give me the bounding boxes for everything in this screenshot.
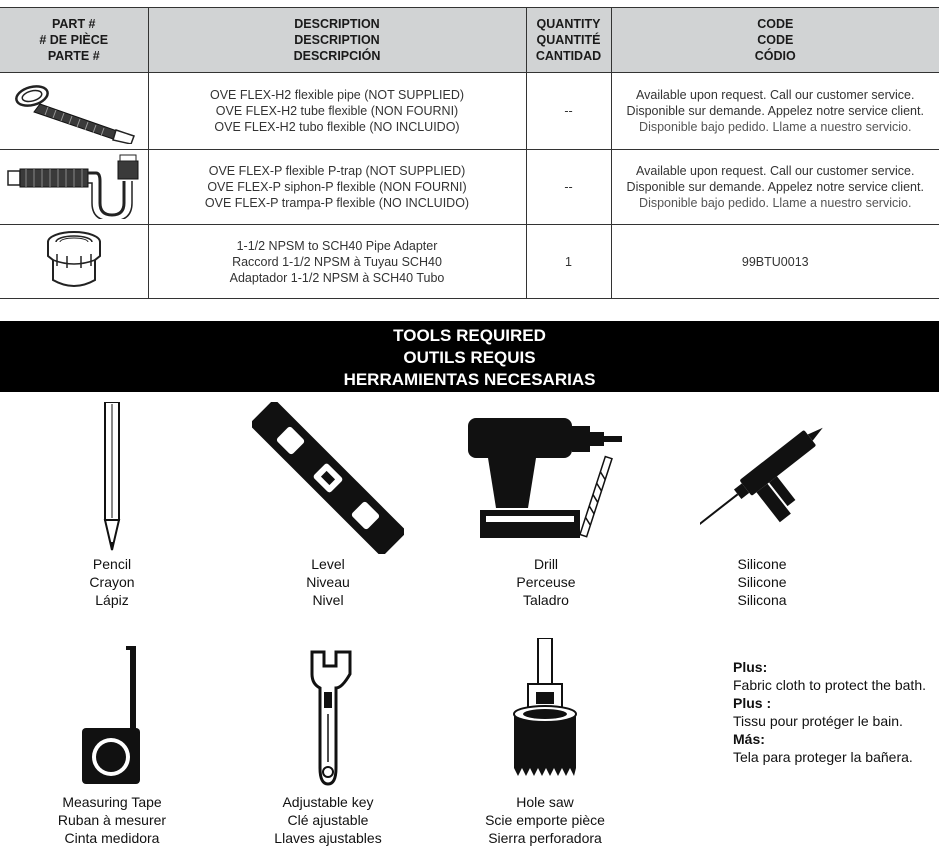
tool-label: Measuring Tape — [62, 794, 162, 810]
tool-label: Scie emporte pièce — [485, 812, 605, 828]
code-line: Available upon request. Call our customer service. — [636, 88, 915, 102]
plus-note — [733, 658, 926, 766]
tool-label: Hole saw — [516, 794, 574, 810]
banner-line: OUTILS REQUIS — [403, 348, 536, 367]
description-line: Adaptador 1-1/2 NPSM à SCH40 Tubo — [229, 270, 445, 285]
plus-label: Plus : — [733, 695, 772, 711]
table-row — [0, 150, 939, 225]
plus-text: Fabric cloth to protect the bath. — [733, 677, 926, 693]
pipe-adapter-icon — [39, 228, 109, 292]
row-description — [148, 150, 526, 225]
tool-pencil — [62, 555, 162, 609]
code-line: Available upon request. Call our customer service. — [636, 164, 915, 178]
code-line: Disponible bajo pedido. Llame a nuestro servicio. — [639, 196, 912, 210]
tool-silicone — [712, 555, 812, 609]
row-description — [148, 73, 526, 150]
header-code — [611, 8, 939, 73]
tool-label: Silicona — [737, 592, 787, 608]
code-line: Disponible sur demande. Appelez notre service client. — [626, 104, 924, 118]
header-text: # DE PIÈCE — [39, 33, 109, 47]
adjustable-wrench-icon — [306, 648, 358, 788]
hole-saw-icon — [508, 638, 582, 788]
flexible-ptrap-icon — [4, 151, 144, 219]
header-text: DESCRIPTION — [294, 33, 380, 47]
header-part-number — [0, 8, 148, 73]
description-line: OVE FLEX-H2 tube flexible (NON FOURNI) — [215, 104, 459, 118]
pipe-adapter-image — [0, 225, 148, 299]
parts-table — [0, 7, 939, 299]
header-text: DESCRIPCIÓN — [293, 49, 381, 63]
pencil-icon — [100, 402, 124, 554]
tool-label: Pencil — [92, 556, 132, 572]
tool-label: Niveau — [306, 574, 350, 590]
tool-label: Silicone — [737, 574, 787, 590]
plus-text: Tela para proteger la bañera. — [733, 749, 913, 765]
level-icon — [252, 402, 404, 554]
plus-text: Tissu pour protéger le bain. — [733, 713, 903, 729]
description-line: OVE FLEX-H2 tubo flexible (NO INCLUIDO) — [214, 120, 460, 134]
tool-label: Taladro — [523, 592, 569, 608]
description-line: OVE FLEX-H2 flexible pipe (NOT SUPPLIED) — [209, 88, 465, 102]
description-line: OVE FLEX-P siphon-P flexible (NON FOURNI) — [207, 180, 467, 194]
tool-label: Lápiz — [95, 592, 129, 608]
tool-label: Ruban à mesurer — [57, 812, 167, 828]
tool-hole-saw — [460, 793, 630, 847]
tool-label: Adjustable key — [282, 794, 374, 810]
tool-label: Nivel — [312, 592, 344, 608]
header-text: CÓDIO — [754, 49, 796, 63]
header-text: DESCRIPTION — [294, 17, 380, 31]
tool-label: Cinta medidora — [64, 830, 160, 846]
header-text: CODE — [757, 33, 794, 47]
tool-label: Silicone — [737, 556, 787, 572]
header-quantity — [526, 8, 611, 73]
row-code — [611, 150, 939, 225]
table-header-row — [0, 8, 939, 73]
row-quantity: -- — [526, 150, 611, 225]
header-text: QUANTITY — [536, 17, 601, 31]
description-line: Raccord 1-1/2 NPSM à Tuyau SCH40 — [232, 254, 442, 269]
header-description — [148, 8, 526, 73]
flexible-ptrap-image — [0, 150, 148, 225]
row-quantity: -- — [526, 73, 611, 150]
plus-label: Plus: — [733, 659, 768, 675]
banner-line: TOOLS REQUIRED — [393, 326, 546, 345]
header-text: PART # — [51, 17, 96, 31]
table-row — [0, 225, 939, 299]
tools-required-banner — [0, 321, 939, 392]
row-code — [611, 73, 939, 150]
header-text: QUANTITÉ — [536, 33, 601, 47]
tool-label: Clé ajustable — [287, 812, 369, 828]
description-line: OVE FLEX-P flexible P-trap (NOT SUPPLIED) — [208, 164, 466, 178]
banner-line: HERRAMIENTAS NECESARIAS — [343, 370, 596, 389]
flexible-pipe-image — [0, 73, 148, 150]
code-line: Disponible bajo pedido. Llame a nuestro servicio. — [639, 120, 912, 134]
tool-label: Sierra perforadora — [488, 830, 602, 846]
flexible-pipe-icon — [4, 74, 144, 144]
row-quantity: 1 — [526, 225, 611, 299]
tool-measuring-tape — [42, 793, 182, 847]
plus-label: Más: — [733, 731, 765, 747]
row-code: 99BTU0013 — [611, 225, 939, 299]
row-description — [148, 225, 526, 299]
tool-label: Crayon — [89, 574, 135, 590]
drill-icon — [466, 412, 624, 540]
tool-adjustable-key — [258, 793, 398, 847]
silicone-gun-icon — [700, 410, 828, 550]
tool-drill — [496, 555, 596, 609]
tool-level — [278, 555, 378, 609]
measuring-tape-icon — [80, 646, 142, 786]
code-line: Disponible sur demande. Appelez notre service client. — [626, 180, 924, 194]
tool-label: Drill — [533, 556, 559, 572]
description-line: 1-1/2 NPSM to SCH40 Pipe Adapter — [236, 238, 438, 253]
table-row — [0, 73, 939, 150]
tool-label: Level — [311, 556, 345, 572]
description-line: OVE FLEX-P trampa-P flexible (NO INCLUIDO) — [204, 196, 470, 210]
tool-label: Llaves ajustables — [274, 830, 382, 846]
header-text: CODE — [757, 17, 794, 31]
header-text: CANTIDAD — [535, 49, 602, 63]
header-text: PARTE # — [47, 49, 100, 63]
tool-label: Perceuse — [516, 574, 576, 590]
